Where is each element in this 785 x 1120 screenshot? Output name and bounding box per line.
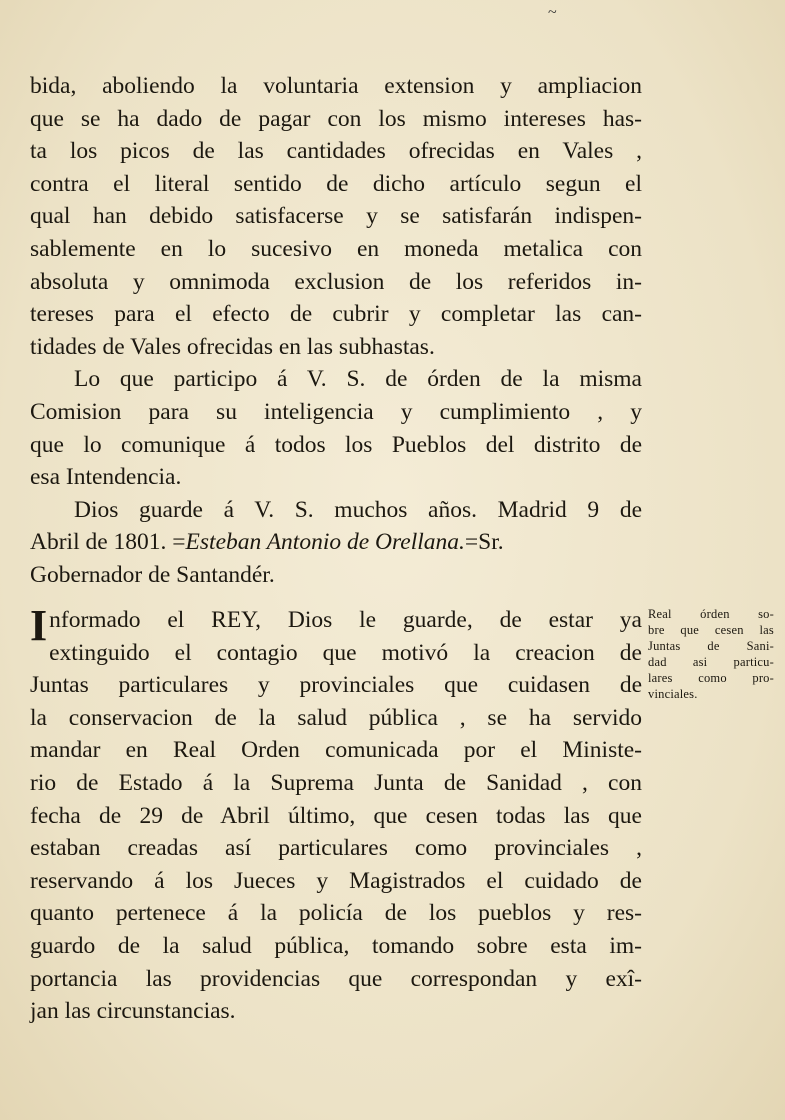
paragraph-block-decree [30,70,642,592]
signature-line [30,526,642,559]
text-line: bida, aboliendo la voluntaria extension y ampliacion [30,73,642,99]
text-line: tidades de Vales ofrecidas en las subhastas. [30,333,435,360]
text-line: ta los picos de las cantidades ofrecidas en Vales , [30,138,642,165]
text-line: nformado el REY, Dios le guarde, de estar ya [49,607,642,633]
text-line: tereses para el efecto de cubrir y completar las can- [30,301,642,328]
addressee-prefix: =Sr. [464,529,504,556]
text-line: contra el literal sentido de dicho artículo segun el [30,170,642,197]
text-line: que lo comunique á todos los Pueblos del distrito de [30,431,642,458]
text-line: sablemente en lo sucesivo en moneda metalica con [30,235,642,262]
page-mark: ~ [548,4,557,21]
margin-note-line: Real órden so- [648,607,774,621]
text-line: guardo de la salud pública, tomando sobre esta im- [30,932,642,959]
text-line: qual han debido satisfacerse y se satisfarán indispen- [30,203,642,230]
text-line: Juntas particulares y provinciales que cuidasen de [30,672,642,699]
text-line: quanto pertenece á la policía de los pueblos y res- [30,900,642,927]
date-text: Abril de 1801. = [30,529,186,556]
text-line: esa Intendencia. [30,464,182,491]
addressee-line: Gobernador de Santandér. [30,561,275,588]
margin-note-line: vinciales. [648,687,698,701]
text-line: rio de Estado á la Suprema Junta de Sanidad , con [30,769,642,796]
text-line: reservando á los Jueces y Magistrados el cuidado de [30,867,642,894]
margin-note-line: Juntas de Sani- [648,639,774,653]
text-line: estaban creadas así particulares como provinciales , [30,835,642,862]
drop-cap: I [30,601,48,650]
text-line: jan las circunstancias. [30,998,236,1025]
text-line: mandar en Real Orden comunicada por el Ministe- [30,737,642,764]
text-line: Dios guarde á V. S. muchos años. Madrid 9 de [74,496,642,523]
margin-note-line: dad asi particu- [648,655,774,669]
margin-note-line: bre que cesen las [648,623,774,637]
text-line: Lo que participo á V. S. de órden de la misma [74,366,642,393]
paragraph-block-order [30,601,642,1028]
text-line: fecha de 29 de Abril último, que cesen todas las que [30,802,642,829]
margin-note-line: lares como pro- [648,671,774,685]
signature-name: Esteban Antonio de Orellana. [185,529,465,556]
text-line: absoluta y omnimoda exclusion de los referidos in- [30,268,642,295]
text-line: la conservacion de la salud pública , se ha servido [30,704,642,731]
margin-note [648,606,774,702]
text-line: que se ha dado de pagar con los mismo intereses has- [30,105,642,132]
text-line: portancia las providencias que correspondan y exî- [30,965,642,992]
text-line: extinguido el contagio que motivó la creacion de [49,639,642,666]
text-line: Comision para su inteligencia y cumplimiento , y [30,398,642,425]
